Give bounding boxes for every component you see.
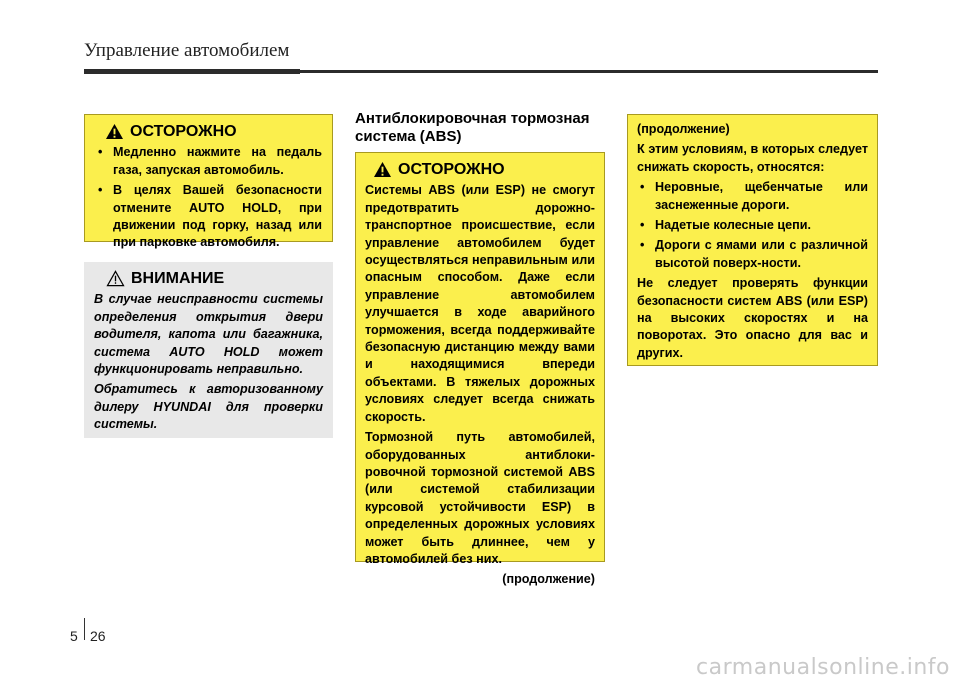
warning-list xyxy=(637,179,868,272)
warning-paragraph: К этим условиям, в которых следует снижать скорость, относятся: xyxy=(637,142,868,174)
page-number-divider xyxy=(84,618,85,640)
watermark: carmanualsonline.info xyxy=(696,655,950,680)
caution-triangle-outline-icon xyxy=(106,270,125,287)
page-number: 26 xyxy=(90,628,106,644)
notice-box-autohold xyxy=(84,262,333,438)
header-rule xyxy=(84,70,878,73)
warning-item: • Медленно нажмите на педаль газа, запуская автомобиль. xyxy=(95,144,322,179)
warning-item: • Неровные, щебенчатые или заснеженные дороги. xyxy=(637,179,868,214)
warning-item: • Надетые колесные цепи. xyxy=(637,217,868,234)
warning-box-abs-continued xyxy=(627,114,878,366)
continued-label: (продолжение) xyxy=(637,122,730,136)
header-title: Управление автомобилем xyxy=(84,40,290,61)
warning-paragraph: Не следует проверять функции безопасности систем ABS (или ESP) на высоких скоростях и на поворотах. Это опасно для вас и других. xyxy=(637,276,868,360)
header-rule-accent xyxy=(84,69,300,74)
notice-title: ВНИМАНИЕ xyxy=(131,270,225,287)
warning-box-autohold xyxy=(84,114,333,250)
notice-paragraph: Обратитесь к авторизованному дилеру HYUNDAI для проверки системы. xyxy=(94,382,323,432)
warning-paragraph: Тормозной путь автомобилей, оборудованных антиблоки-ровочной тормозной системой ABS (или системой стабилизации курсовой устойчивости ESP) в определенных дорожных условиях может быть длиннее, чем у автомобилей без них. xyxy=(365,430,595,566)
warning-triangle-icon xyxy=(105,123,124,140)
warning-title: ОСТОРОЖНО xyxy=(398,161,505,178)
warning-item: • В целях Вашей безопасности отмените AUTO HOLD, при движении под горку, назад или при парковке автомобиля. xyxy=(95,182,322,252)
continued-label: (продолжение) xyxy=(502,572,595,587)
notice-header xyxy=(94,270,323,287)
warning-list xyxy=(95,144,322,251)
warning-header xyxy=(95,123,322,140)
warning-paragraph: Системы ABS (или ESP) не смогут предотвратить дорожно-транспортное происшествие, если управление автомобилем будет осуществляться неправильным или опасным способом. Даже если управление автомобилем улучшается в ходе аварийного торможения, всегда поддерживайте безопасную дистанцию между вами и находящимися впереди объектами. В тяжелых дорожных условиях следует всегда снижать скорость. xyxy=(365,183,595,424)
chapter-number: 5 xyxy=(70,628,78,644)
warning-triangle-icon xyxy=(373,161,392,178)
warning-header xyxy=(365,161,595,178)
warning-title: ОСТОРОЖНО xyxy=(130,123,237,140)
notice-paragraph: В случае неисправности системы определения открытия двери водителя, капота или багажника, система AUTO HOLD может функционировать неправильно. xyxy=(94,292,323,377)
warning-box-abs xyxy=(355,152,605,587)
section-title: Антиблокировочная тормозная система (ABS) xyxy=(355,110,590,145)
warning-item: • Дороги с ямами или с различной высотой поверх-ности. xyxy=(637,237,868,272)
